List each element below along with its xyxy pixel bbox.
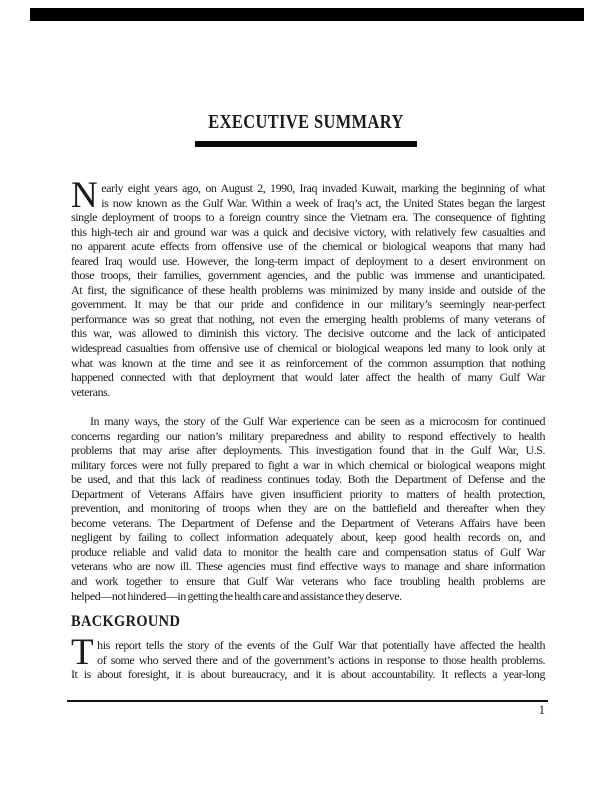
text-line: early eight years ago, on August 2, 1990, Iraq invaded Kuwait, marking the beginning of what	[101, 181, 545, 195]
drop-cap-t: T	[71, 632, 94, 673]
text-line: veterans.	[71, 384, 110, 399]
footer-rule	[67, 700, 548, 702]
text-line: his report tells the story of the events of the Gulf War that potentially have affected the health	[97, 638, 545, 652]
text-line: those troops, their families, government agencies, and the public was immense and unanticipated.	[71, 268, 545, 283]
text-line: of some who served there and of the government’s actions in response to those health problems.	[97, 652, 545, 667]
text-line: concerns regarding our nation’s military preparedness and ability to respond effectively to health	[71, 428, 545, 443]
text-line: helped—not hindered—in getting the health care and assistance they deserve.	[71, 588, 402, 603]
text-line: become veterans. The Department of Defense and the Department of Veterans Affairs have been	[71, 515, 545, 530]
drop-cap-n: N	[71, 175, 98, 216]
text-line: is now known as the Gulf War. Within a week of Iraq’s act, the United States began the largest	[101, 195, 545, 210]
text-line: problems that may arise after deployments. This investigation found that in the Gulf War, U.S.	[71, 443, 545, 458]
text-line: veterans who are now ill. These agencies must find effective ways to manage and share information	[71, 559, 545, 574]
text-line: happened connected with that deployment that would later affect the health of many Gulf War	[71, 370, 545, 385]
executive-summary-paragraph-1	[71, 175, 545, 399]
page-number: 1	[538, 703, 545, 717]
text-line: performance was so great that nothing, not even the emerging health problems of many veterans of	[71, 311, 545, 326]
text-line: single deployment of troops to a foreign country since the Vietnam era. The consequence of fighting	[71, 210, 545, 225]
scan-artifact-bar	[30, 8, 584, 21]
paragraph-2-lines	[71, 414, 545, 603]
text-line: no apparent acute effects from offensive use of the chemical or biological weapons that many had	[71, 239, 545, 254]
text-line: government. It may be that our pride and confidence in our military’s seemingly near-perfect	[71, 297, 545, 312]
text-line: negligent by failing to collect information adequately about, keep good health records on, and	[71, 530, 545, 545]
paragraph-3-lines	[71, 632, 545, 682]
text-line: prevention, and monitoring of troops when they are on the battlefield and thereafter when they	[71, 501, 545, 516]
text-line: produce reliable and valid data to monitor the health care and compensation status of Gulf War	[71, 544, 545, 559]
text-line: widespread casualties from offensive use of chemical or biological weapons led many to look only at	[71, 341, 545, 356]
page-title: EXECUTIVE SUMMARY	[208, 111, 404, 133]
text-line: feared Iraq would use. However, the long-term impact of deployment to a desert environment on	[71, 253, 545, 268]
text-line: At first, the significance of these health problems was minimized by many inside and outside of the	[71, 282, 545, 297]
text-line: It is about foresight, it is about bureaucracy, and it is about accountability. It reflects a year-long	[71, 667, 545, 682]
text-line: what was known at the time and see it as reinforcement of the common assumption that nothing	[71, 355, 545, 370]
paragraph-1-lines	[71, 175, 545, 399]
text-line: this war, was allowed to diminish this victory. The decisive outcome and the lack of anticipated	[71, 326, 545, 341]
text-line: military forces were not fully prepared to fight a war in which chemical or biological weapons might	[71, 457, 545, 472]
background-paragraph-1	[71, 632, 545, 682]
executive-summary-paragraph-2	[71, 414, 545, 603]
title-rule	[195, 141, 417, 147]
text-line: be used, and that this lack of readiness continues today. Both the Department of Defense and the	[71, 472, 545, 487]
text-line: In many ways, the story of the Gulf War experience can be seen as a microcosm for continued	[90, 414, 545, 428]
section-heading-background: BACKGROUND	[71, 613, 181, 630]
text-line: Department of Veterans Affairs have given insufficient priority to matters of health protection,	[71, 486, 545, 501]
text-line: and work together to ensure that Gulf War veterans who face troubling health problems are	[71, 574, 545, 589]
text-line: this high-tech air and ground war was a quick and decisive victory, with relatively few casualties and	[71, 224, 545, 239]
